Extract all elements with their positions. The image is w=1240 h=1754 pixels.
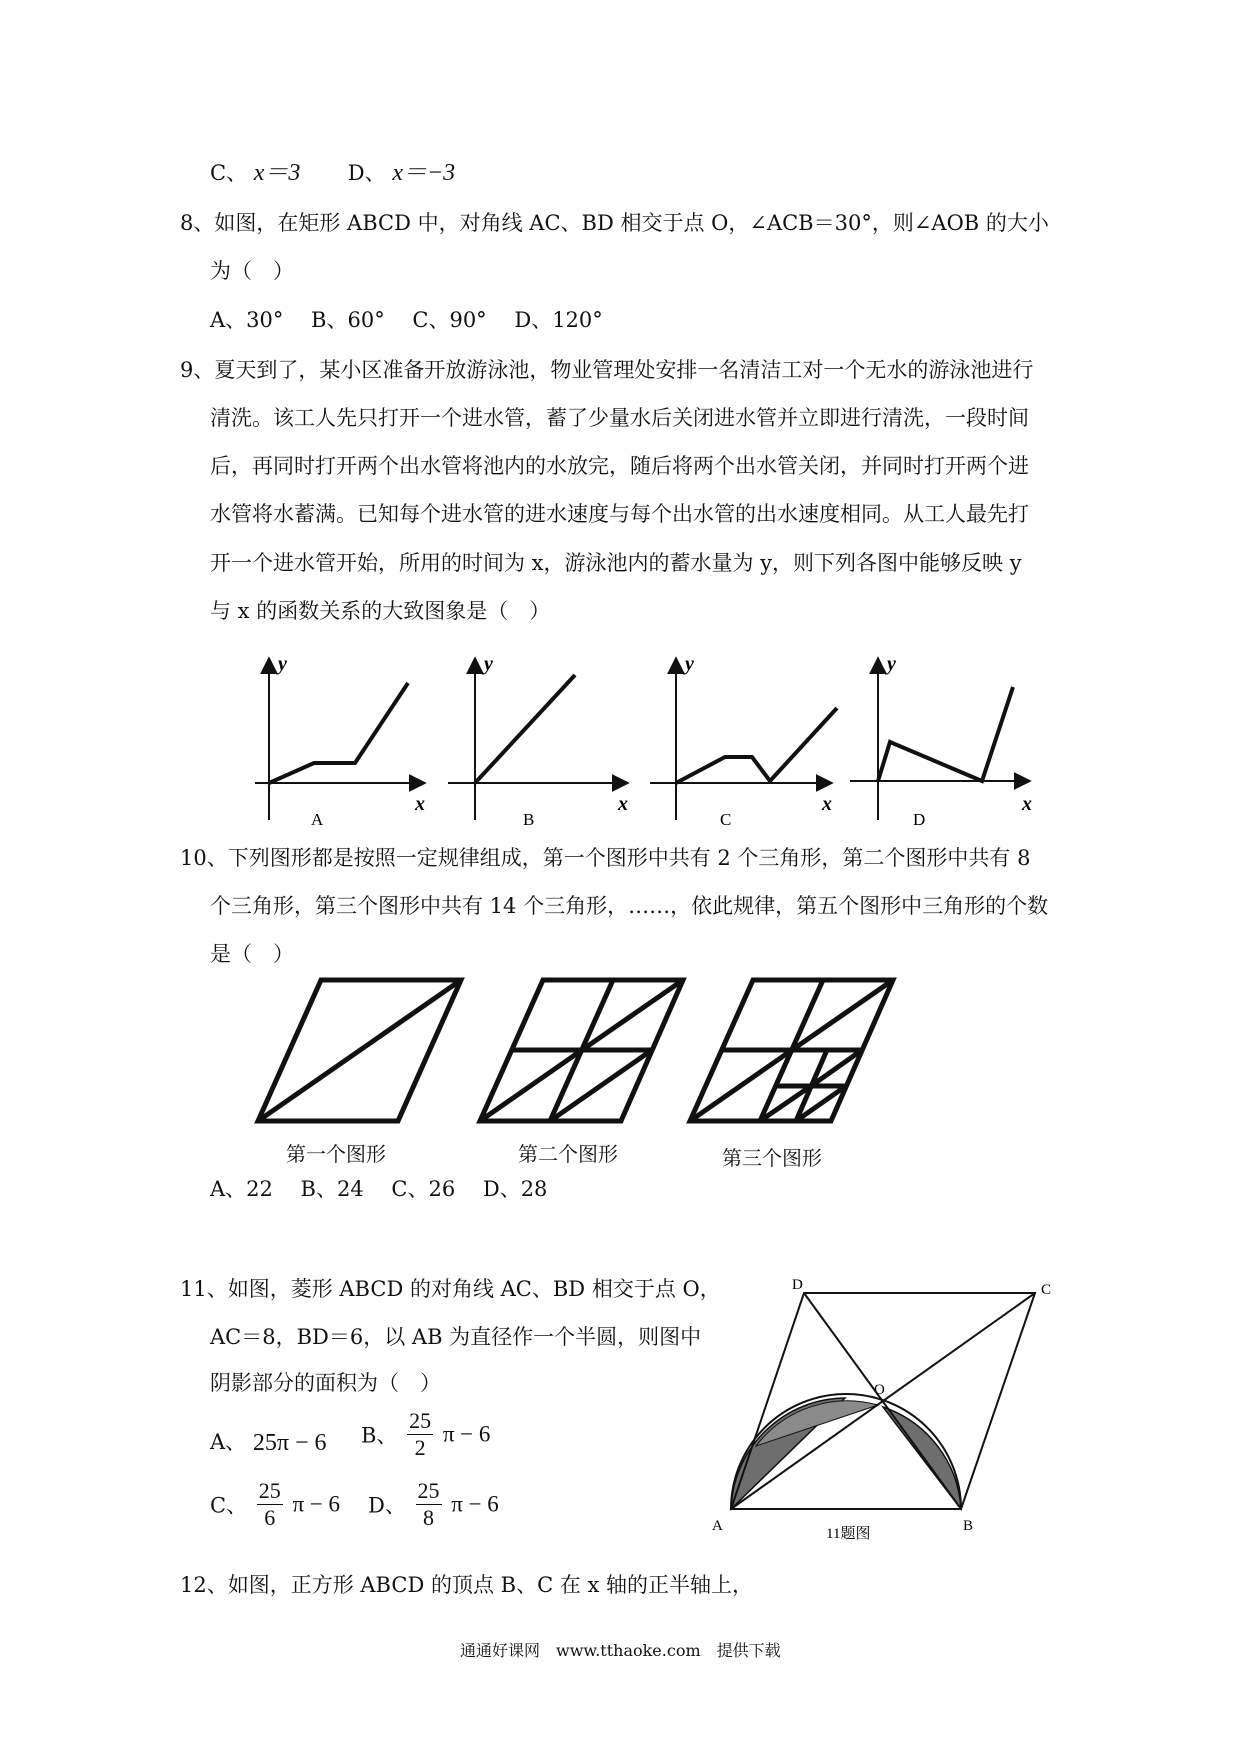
q8-options: A、30° B、60° C、90° D、120° bbox=[210, 308, 603, 332]
q11-option-a bbox=[210, 1426, 327, 1457]
q9-question-line1: 9、夏天到了，某小区准备开放游泳池，物业管理处安排一名清洁工对一个无水的游泳池进行 bbox=[180, 358, 1034, 382]
q12-question-line1: 12、如图，正方形 ABCD 的顶点 B、C 在 x 轴的正半轴上， bbox=[180, 1573, 754, 1597]
graph-d-x-label: x bbox=[1022, 793, 1032, 815]
q9-question-line2: 清洗。该工人先只打开一个进水管，蓄了少量水后关闭进水管并立即进行清洗，一段时间 bbox=[210, 406, 1029, 430]
q11-figure bbox=[700, 1268, 1100, 1540]
q7-option-c-prefix: C、 bbox=[210, 161, 248, 185]
q11-option-d-prefix: D、 bbox=[368, 1493, 406, 1518]
graph-b-label: B bbox=[523, 810, 535, 829]
q11-point-d-label: D bbox=[792, 1277, 803, 1293]
graph-d-curve bbox=[878, 687, 1013, 781]
q10-figure-2 bbox=[480, 980, 683, 1121]
q9-question-line6: 与 x 的函数关系的大致图象是（ ） bbox=[210, 599, 551, 623]
q11-option-c-tail: π − 6 bbox=[292, 1491, 341, 1517]
q11-option-d-numerator: 25 bbox=[417, 1478, 440, 1503]
q10-figure-3 bbox=[690, 980, 893, 1121]
q11-point-b-label: B bbox=[963, 1518, 974, 1534]
q9-graph-b bbox=[448, 653, 628, 829]
graph-c-curve bbox=[676, 708, 837, 783]
q9-graph-a bbox=[255, 653, 425, 829]
graph-a-x-label: x bbox=[415, 793, 425, 815]
q9-question-line3: 后，再同时打开两个出水管将池内的水放完，随后将两个出水管关闭，并同时打开两个进 bbox=[210, 454, 1029, 478]
graph-b-y-label: y bbox=[484, 653, 493, 675]
q11-option-b-fraction bbox=[407, 1408, 433, 1461]
q11-option-b-tail: π − 6 bbox=[442, 1421, 491, 1447]
q11-question-line3: 阴影部分的面积为（ ） bbox=[210, 1371, 441, 1395]
q11-option-d-fraction bbox=[416, 1478, 442, 1531]
q7-options bbox=[210, 160, 455, 186]
q9-graphs bbox=[0, 640, 1240, 840]
graph-b-curve bbox=[475, 675, 575, 783]
q10-question-line3: 是（ ） bbox=[210, 942, 294, 966]
q11-point-o-label: O bbox=[874, 1382, 885, 1398]
q11-option-d-denominator: 8 bbox=[423, 1505, 435, 1530]
q11-option-a-prefix: A、 bbox=[210, 1430, 247, 1454]
q8-question-line1: 8、如图，在矩形 ABCD 中，对角线 AC、BD 相交于点 O，∠ACB＝30°，则∠AOB 的大小 bbox=[180, 211, 1049, 235]
q9-question-line5: 开一个进水管开始，所用的时间为 x，游泳池内的蓄水量为 y，则下列各图中能够反映 y bbox=[210, 551, 1022, 575]
graph-c-y-label: y bbox=[685, 653, 694, 675]
q11-option-b bbox=[361, 1408, 490, 1461]
q11-option-d-tail: π − 6 bbox=[451, 1491, 499, 1517]
page-footer: 通通好课网 www.tthaoke.com 提供下载 bbox=[460, 1641, 781, 1660]
q11-option-b-prefix: B、 bbox=[361, 1423, 398, 1448]
q11-option-d bbox=[368, 1478, 499, 1531]
q7-option-d-prefix: D、 bbox=[347, 161, 386, 185]
q11-option-c bbox=[210, 1478, 340, 1531]
q11-point-a-label: A bbox=[712, 1518, 723, 1534]
q11-point-c-label: C bbox=[1041, 1282, 1052, 1298]
q9-question-line4: 水管将水蓄满。已知每个进水管的进水速度与每个出水管的出水速度相同。从工人最先打 bbox=[210, 502, 1029, 526]
q11-option-a-math: 25π − 6 bbox=[252, 1430, 327, 1456]
q11-question-line1: 11、如图，菱形 ABCD 的对角线 AC、BD 相交于点 O， bbox=[180, 1277, 721, 1301]
graph-c-label: C bbox=[720, 810, 732, 829]
q11-question-line2: AC＝8，BD＝6，以 AB 为直径作一个半圆，则图中 bbox=[210, 1325, 702, 1349]
graph-c-x-label: x bbox=[822, 793, 832, 815]
q10-figure-1-caption: 第一个图形 bbox=[286, 1142, 386, 1166]
q11-option-c-fraction bbox=[257, 1478, 283, 1531]
q10-figure-2-caption: 第二个图形 bbox=[518, 1142, 618, 1166]
graph-a-y-label: y bbox=[278, 653, 287, 675]
q10-question-line1: 10、下列图形都是按照一定规律组成，第一个图形中共有 2 个三角形，第二个图形中共有 8 bbox=[180, 846, 1031, 870]
q7-option-d-math: x＝−3 bbox=[392, 160, 456, 186]
graph-b-x-label: x bbox=[618, 793, 628, 815]
q11-option-c-prefix: C、 bbox=[210, 1493, 248, 1518]
graph-d-y-label: y bbox=[887, 653, 896, 675]
graph-d-label: D bbox=[913, 810, 926, 829]
q8-question-line2: 为（ ） bbox=[210, 259, 294, 283]
q10-options: A、22 B、24 C、26 D、28 bbox=[210, 1177, 548, 1201]
q7-option-c-math: x＝3 bbox=[253, 160, 301, 186]
q10-figure-3-caption: 第三个图形 bbox=[722, 1146, 822, 1170]
q9-graph-d bbox=[850, 653, 1032, 829]
q10-question-line2: 个三角形，第三个图形中共有 14 个三角形，……，依此规律，第五个图形中三角形的个数 bbox=[210, 894, 1049, 918]
q10-figures bbox=[0, 975, 1240, 1130]
q11-option-b-denominator: 2 bbox=[414, 1435, 426, 1460]
q11-option-c-numerator: 25 bbox=[258, 1478, 281, 1503]
q9-graph-c bbox=[650, 653, 837, 829]
q10-figure-1 bbox=[258, 980, 461, 1121]
graph-a-label: A bbox=[311, 810, 324, 829]
q11-option-c-denominator: 6 bbox=[264, 1505, 276, 1530]
q11-option-b-numerator: 25 bbox=[409, 1408, 432, 1433]
q11-figure-caption: 11题图 bbox=[826, 1526, 871, 1540]
graph-a-curve bbox=[269, 683, 408, 783]
